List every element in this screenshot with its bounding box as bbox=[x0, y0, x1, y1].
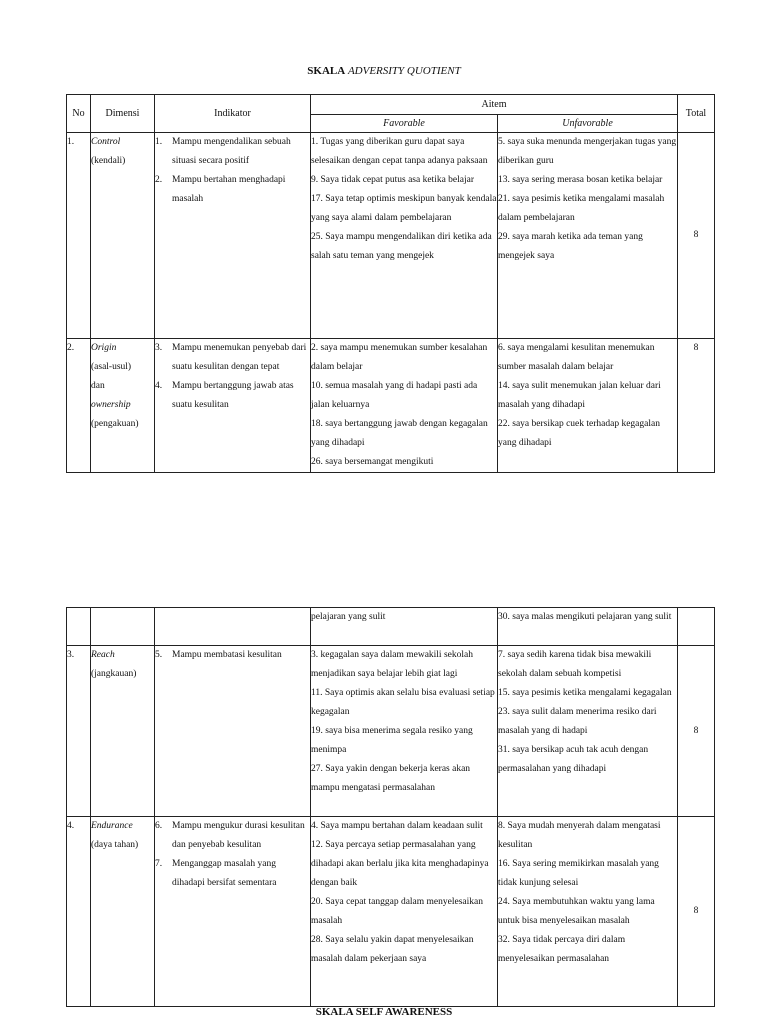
dimension-cell bbox=[91, 133, 155, 339]
item-statement: 23. saya sulit dalam menerima resiko dari masalah yang di hadapi bbox=[498, 707, 657, 736]
item-statement: 16. Saya sering memikirkan masalah yang tidak kunjung selesai bbox=[498, 859, 659, 888]
unfavorable-cell bbox=[498, 133, 678, 339]
item-statement: 20. Saya cepat tanggap dalam menyelesaikan masalah bbox=[311, 897, 483, 926]
header-total: Total bbox=[678, 95, 715, 133]
item-statement: 25. Saya mampu mengendalikan diri ketika ada salah satu teman yang mengejek bbox=[311, 232, 492, 261]
dimension-cell bbox=[91, 646, 155, 817]
table-row bbox=[67, 646, 715, 817]
item-statement: 5. saya suka menunda mengerjakan tugas yang diberikan guru bbox=[498, 137, 677, 166]
favorable-cell bbox=[311, 133, 498, 339]
header-aitem: Aitem bbox=[311, 95, 678, 115]
dimension-name: Origin bbox=[91, 343, 117, 353]
table-row bbox=[67, 817, 715, 1007]
unfavorable-cell bbox=[498, 646, 678, 817]
header-indikator: Indikator bbox=[155, 95, 311, 133]
dimension-translation: (pengakuan) bbox=[91, 419, 139, 429]
item-statement: 10. semua masalah yang di hadapi pasti ada jalan keluarnya bbox=[311, 381, 478, 410]
item-statement: pelajaran yang sulit bbox=[311, 612, 386, 622]
item-statement: 4. Saya mampu bertahan dalam keadaan sulit bbox=[311, 821, 483, 831]
dimension-conjunction: dan bbox=[91, 381, 105, 391]
indicator-cell bbox=[155, 339, 311, 473]
item-statement: 30. saya malas mengikuti pelajaran yang sulit bbox=[498, 612, 672, 622]
item-statement: 1. Tugas yang diberikan guru dapat saya selesaikan dengan cepat tanpa adanya paksaan bbox=[311, 137, 488, 166]
header-no: No bbox=[67, 95, 91, 133]
dimension-cell bbox=[91, 339, 155, 473]
scale-title-2: SKALA SELF AWARENESS bbox=[315, 1006, 453, 1018]
item-statement: 12. Saya percaya setiap permasalahan yang dihadapi akan berlalu jika kita menghadapinya dengan baik bbox=[311, 840, 489, 888]
row-number: 2. bbox=[67, 339, 91, 473]
dimension-translation: (kendali) bbox=[91, 156, 126, 166]
indicator-item: 7. Menganggap masalah yang dihadapi bersifat sementara bbox=[155, 859, 277, 888]
item-statement: 15. saya pesimis ketika mengalami kegagalan bbox=[498, 688, 672, 698]
item-statement: 31. saya bersikap acuh tak acuh dengan permasalahan yang dihadapi bbox=[498, 745, 649, 774]
item-statement: 26. saya bersemangat mengikuti bbox=[311, 457, 434, 467]
total-cell: 8 bbox=[678, 646, 715, 817]
item-statement: 13. saya sering merasa bosan ketika belajar bbox=[498, 175, 663, 185]
dimension-name: Control bbox=[91, 137, 121, 147]
dimension-name: Reach bbox=[91, 650, 115, 660]
header-dimensi: Dimensi bbox=[91, 95, 155, 133]
item-statement: 3. kegagalan saya dalam mewakili sekolah menjadikan saya belajar lebih giat lagi bbox=[311, 650, 473, 679]
total-cell: 8 bbox=[678, 817, 715, 1007]
indicator-cell bbox=[155, 646, 311, 817]
total-cell: 8 bbox=[678, 133, 715, 339]
dimension-name: Endurance bbox=[91, 821, 133, 831]
favorable-cell bbox=[311, 646, 498, 817]
title-italic: ADVERSITY QUOTIENT bbox=[347, 65, 461, 77]
item-statement: 14. saya sulit menemukan jalan keluar dari masalah yang dihadapi bbox=[498, 381, 661, 410]
indicator-item: 3. Mampu menemukan penyebab dari suatu kesulitan dengan tepat bbox=[155, 343, 307, 372]
favorable-cell bbox=[311, 817, 498, 1007]
item-statement: 19. saya bisa menerima segala resiko yang menimpa bbox=[311, 726, 473, 755]
unfavorable-cell bbox=[498, 608, 678, 646]
dimension-name: ownership bbox=[91, 400, 131, 410]
item-statement: 7. saya sedih karena tidak bisa mewakili sekolah dalam sebuah kompetisi bbox=[498, 650, 652, 679]
item-statement: 29. saya marah ketika ada teman yang mengejek saya bbox=[498, 232, 643, 261]
item-statement: 6. saya mengalami kesulitan menemukan sumber masalah dalam belajar bbox=[498, 343, 655, 372]
table-row-continuation bbox=[67, 608, 715, 646]
item-statement: 21. saya pesimis ketika mengalami masalah dalam pembelajaran bbox=[498, 194, 665, 223]
indicator-item: 5. Mampu membatasi kesulitan bbox=[155, 650, 282, 660]
table-row bbox=[67, 133, 715, 339]
row-number: 3. bbox=[67, 646, 91, 817]
item-statement: 8. Saya mudah menyerah dalam mengatasi kesulitan bbox=[498, 821, 661, 850]
dimension-translation: (asal-usul) bbox=[91, 362, 132, 372]
dimension-translation: (jangkauan) bbox=[91, 669, 137, 679]
title-bold: SKALA bbox=[307, 65, 346, 77]
header-favorable: Favorable bbox=[311, 115, 498, 133]
indicator-item: 6. Mampu mengukur durasi kesulitan dan penyebab kesulitan bbox=[155, 821, 305, 850]
indicator-item: 4. Mampu bertanggung jawab atas suatu kesulitan bbox=[155, 381, 294, 410]
row-number: 1. bbox=[67, 133, 91, 339]
dimension-cell bbox=[91, 817, 155, 1007]
dimension-translation: (daya tahan) bbox=[91, 840, 139, 850]
indicator-cell bbox=[155, 817, 311, 1007]
favorable-cell bbox=[311, 339, 498, 473]
item-statement: 28. Saya selalu yakin dapat menyelesaikan masalah dalam pekerjaan saya bbox=[311, 935, 474, 964]
indicator-cell bbox=[155, 133, 311, 339]
item-statement: 9. Saya tidak cepat putus asa ketika belajar bbox=[311, 175, 475, 185]
item-statement: 22. saya bersikap cuek terhadap kegagalan yang dihadapi bbox=[498, 419, 660, 448]
item-statement: 24. Saya membutuhkan waktu yang lama untuk bisa menyelesaikan masalah bbox=[498, 897, 655, 926]
indicator-item: 1. Mampu mengendalikan sebuah situasi secara positif bbox=[155, 137, 291, 166]
item-statement: 2. saya mampu menemukan sumber kesalahan dalam belajar bbox=[311, 343, 488, 372]
row-number: 4. bbox=[67, 817, 91, 1007]
scale-table-1 bbox=[66, 94, 715, 473]
table-row bbox=[67, 339, 715, 473]
indicator-item: 2. Mampu bertahan menghadapi masalah bbox=[155, 175, 286, 204]
scale-title bbox=[0, 65, 768, 77]
scale-table-2 bbox=[66, 607, 715, 1007]
item-statement: 27. Saya yakin dengan bekerja keras akan mampu mengatasi permasalahan bbox=[311, 764, 471, 793]
header-unfavorable: Unfavorable bbox=[498, 115, 678, 133]
total-cell: 8 bbox=[678, 339, 715, 473]
item-statement: 18. saya bertanggung jawab dengan kegagalan yang dihadapi bbox=[311, 419, 488, 448]
unfavorable-cell bbox=[498, 339, 678, 473]
favorable-cell bbox=[311, 608, 498, 646]
item-statement: 17. Saya tetap optimis meskipun banyak kendala yang saya alami dalam pembelajaran bbox=[311, 194, 497, 223]
item-statement: 32. Saya tidak percaya diri dalam menyelesaikan permasalahan bbox=[498, 935, 626, 964]
item-statement: 11. Saya optimis akan selalu bisa evaluasi setiap kegagalan bbox=[311, 688, 495, 717]
unfavorable-cell bbox=[498, 817, 678, 1007]
